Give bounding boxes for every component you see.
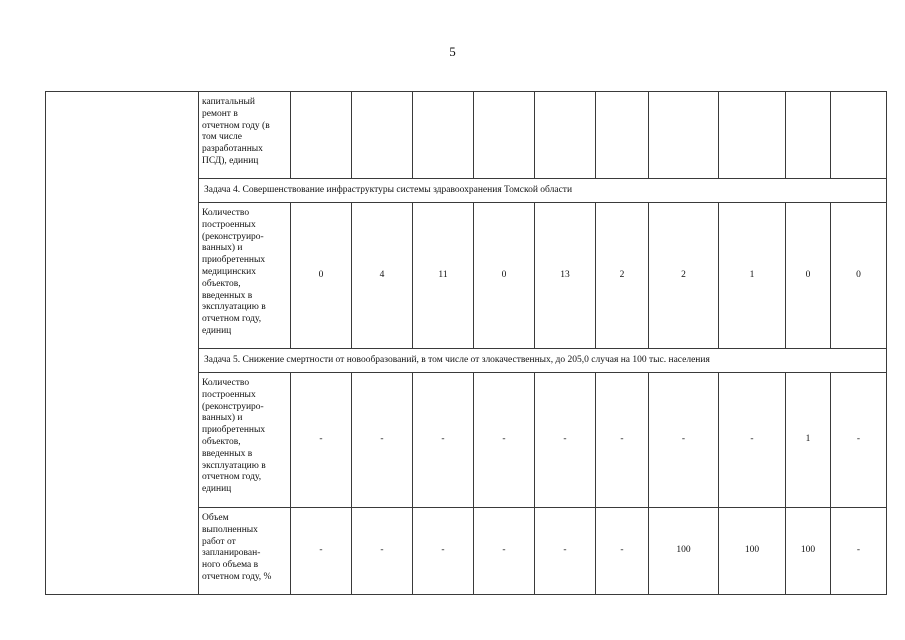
value-cell	[352, 92, 413, 179]
value-cell	[719, 92, 786, 179]
indicators-table	[45, 91, 887, 595]
value-cell: 4	[352, 203, 413, 349]
value-cell: -	[596, 508, 649, 595]
value-cell: 100	[649, 508, 719, 595]
value-cell: 0	[474, 203, 535, 349]
value-cell	[596, 92, 649, 179]
value-cell: 11	[413, 203, 474, 349]
value-cell: 1	[786, 373, 831, 508]
value-cell: -	[596, 373, 649, 508]
task-heading: Задача 4. Совершенствование инфраструктуры системы здравоохранения Томской области	[199, 179, 887, 203]
value-cell: 1	[719, 203, 786, 349]
value-cell: 13	[535, 203, 596, 349]
value-cell: 2	[596, 203, 649, 349]
value-cell	[535, 92, 596, 179]
value-cell	[474, 92, 535, 179]
value-cell: -	[535, 508, 596, 595]
value-cell: -	[831, 373, 887, 508]
value-cell	[291, 92, 352, 179]
task-heading: Задача 5. Снижение смертности от новообразований, в том числе от злокачественных, до 205,0 случая на 100 тыс. населения	[199, 349, 887, 373]
value-cell: -	[352, 373, 413, 508]
value-cell: 2	[649, 203, 719, 349]
value-cell: -	[413, 373, 474, 508]
indicator-cell: капитальный ремонт в отчетном году (в том числе разработанных ПСД), единиц	[199, 92, 291, 179]
value-cell	[786, 92, 831, 179]
indicator-cell: Объем выполненных работ от запланирован- ного объема в отчетном году, %	[199, 508, 291, 595]
value-cell: 0	[291, 203, 352, 349]
value-cell	[649, 92, 719, 179]
value-cell: -	[352, 508, 413, 595]
value-cell: -	[474, 508, 535, 595]
value-cell: -	[831, 508, 887, 595]
value-cell: -	[413, 508, 474, 595]
value-cell: -	[474, 373, 535, 508]
value-cell: -	[719, 373, 786, 508]
value-cell	[413, 92, 474, 179]
value-cell: 0	[831, 203, 887, 349]
value-cell: -	[291, 373, 352, 508]
blank-number-column	[46, 92, 199, 595]
value-cell: 100	[786, 508, 831, 595]
indicator-cell: Количество построенных (реконструиро- ванных) и приобретенных объектов, введенных в эксплуатацию в отчетном году, единиц	[199, 373, 291, 508]
value-cell: -	[535, 373, 596, 508]
value-cell: -	[291, 508, 352, 595]
value-cell	[831, 92, 887, 179]
value-cell: 0	[786, 203, 831, 349]
value-cell: 100	[719, 508, 786, 595]
table-row	[46, 92, 887, 179]
value-cell: -	[649, 373, 719, 508]
page-number: 5	[449, 44, 456, 59]
indicator-cell: Количество построенных (реконструиро- ванных) и приобретенных медицинских объектов, введенных в эксплуатацию в отчетном году, единиц	[199, 203, 291, 349]
